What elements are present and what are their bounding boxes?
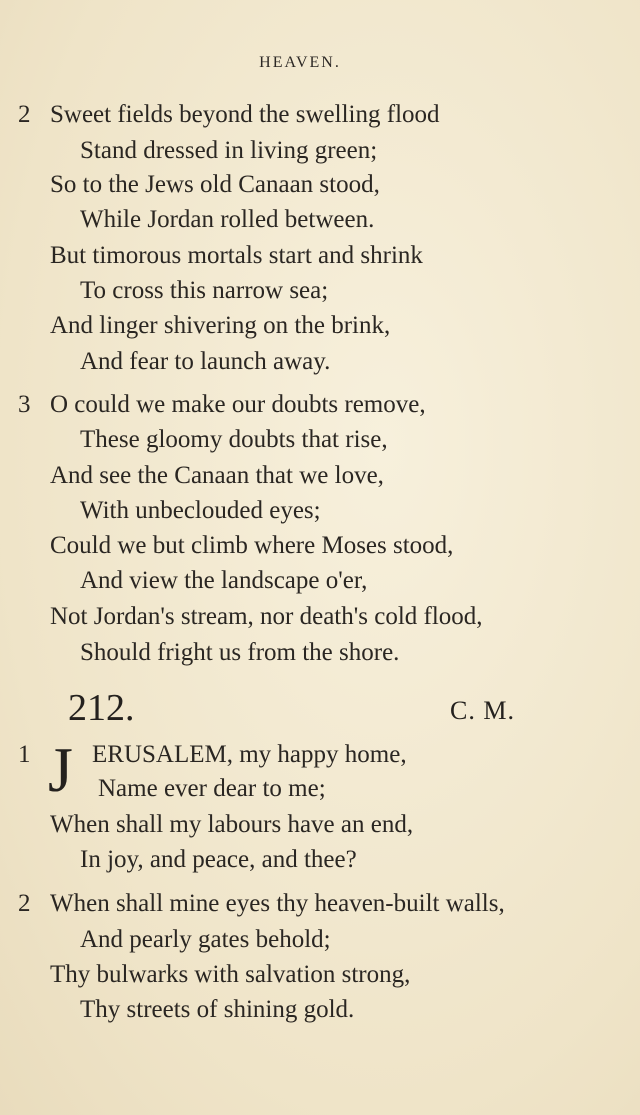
verse-line: And see the Canaan that we love, xyxy=(50,462,384,489)
verse-line: And pearly gates behold; xyxy=(80,926,331,953)
verse-line: So to the Jews old Canaan stood, xyxy=(50,171,380,198)
stanza-number: 3 xyxy=(18,391,31,418)
verse-line: ERUSALEM, my happy home, xyxy=(92,741,407,768)
verse-line: While Jordan rolled between. xyxy=(80,206,375,233)
verse-line: But timorous mortals start and shrink xyxy=(50,242,423,269)
stanza-number: 2 xyxy=(18,890,31,917)
verse-line: With unbeclouded eyes; xyxy=(80,497,321,524)
verse-line: Thy bulwarks with salvation strong, xyxy=(50,961,411,988)
verse-line: And linger shivering on the brink, xyxy=(50,312,391,339)
drop-cap: J xyxy=(48,734,73,805)
verse-line: When shall mine eyes thy heaven-built walls, xyxy=(50,890,505,917)
verse-line: Should fright us from the shore. xyxy=(80,639,400,666)
stanza-number: 2 xyxy=(18,101,31,128)
running-header: HEAVEN. xyxy=(259,54,341,71)
verse-line: And fear to launch away. xyxy=(80,348,331,375)
verse-line: Thy streets of shining gold. xyxy=(80,996,355,1023)
verse-line: Could we but climb where Moses stood, xyxy=(50,532,454,559)
stanza-number: 1 xyxy=(18,741,31,768)
verse-line: Stand dressed in living green; xyxy=(80,137,378,164)
verse-line: In joy, and peace, and thee? xyxy=(80,846,357,873)
verse-line: Not Jordan's stream, nor death's cold flood, xyxy=(50,603,483,630)
verse-line: These gloomy doubts that rise, xyxy=(80,426,388,453)
hymn-number: 212. xyxy=(68,687,135,729)
verse-line: When shall my labours have an end, xyxy=(50,811,414,838)
verse-line: O could we make our doubts remove, xyxy=(50,391,426,418)
verse-line: Name ever dear to me; xyxy=(98,775,326,802)
hymn-meter: C. M. xyxy=(450,696,515,725)
verse-line: And view the landscape o'er, xyxy=(80,567,368,594)
verse-line: Sweet fields beyond the swelling flood xyxy=(50,101,440,128)
verse-line: To cross this narrow sea; xyxy=(80,277,329,304)
